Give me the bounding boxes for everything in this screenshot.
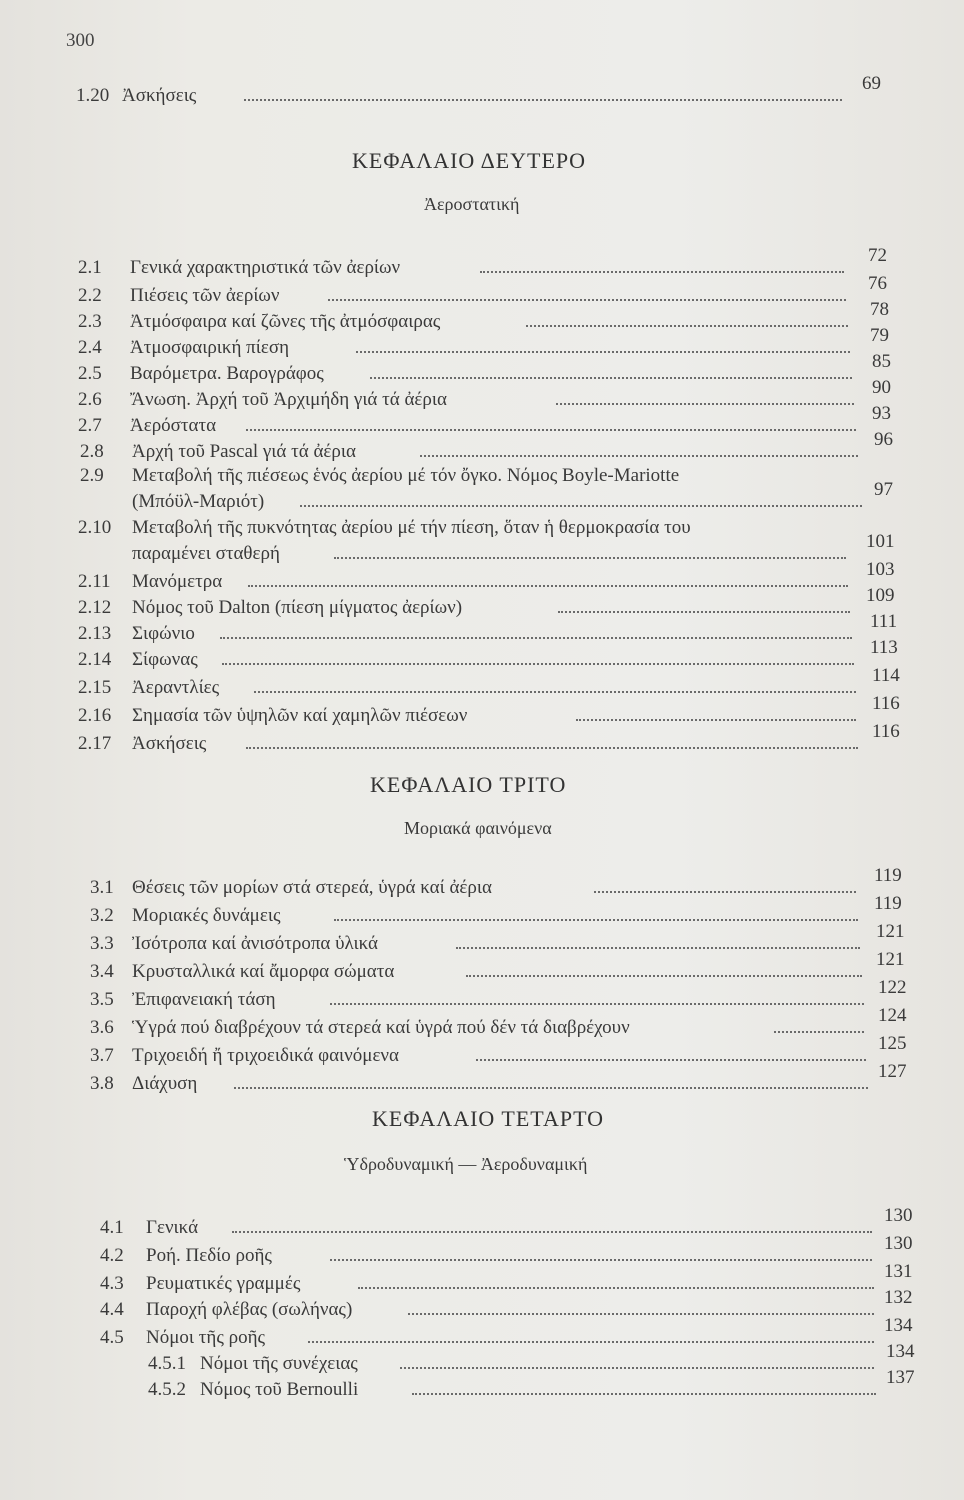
section-number: 1.20	[76, 85, 110, 106]
toc-entry[interactable]	[0, 325, 964, 360]
page-number: 300	[66, 30, 95, 51]
page-reference: 116	[872, 721, 900, 742]
toc-entry[interactable]	[0, 949, 964, 984]
section-title: Ἄνωση. Ἀρχή τοῦ Ἀρχιμήδη γιά τά ἀέρια	[130, 389, 447, 410]
section-number: 2.4	[78, 337, 102, 358]
dot-leader	[774, 1031, 864, 1033]
section-number: 3.7	[90, 1045, 114, 1066]
toc-entry[interactable]	[0, 721, 964, 756]
section-number: 3.6	[90, 1017, 114, 1038]
dot-leader	[244, 99, 842, 101]
page-reference: 119	[874, 893, 902, 914]
page-reference: 85	[872, 351, 891, 372]
toc-entry[interactable]	[0, 1341, 964, 1376]
dot-leader	[246, 429, 856, 431]
dot-leader	[576, 719, 856, 721]
section-number: 2.3	[78, 311, 102, 332]
toc-entry[interactable]	[0, 977, 964, 1012]
toc-entry[interactable]	[0, 1005, 964, 1040]
section-title: Σημασία τῶν ὑψηλῶν καί χαμηλῶν πιέσεων	[132, 705, 468, 726]
dot-leader	[254, 691, 856, 693]
chapter-subtitle: Ὑδροδυναμική — Ἀεροδυναμική	[344, 1154, 588, 1174]
toc-entry[interactable]	[0, 1315, 964, 1350]
section-title: Μανόμετρα	[132, 571, 223, 592]
page-reference: 137	[886, 1367, 915, 1388]
section-number: 2.15	[78, 677, 112, 698]
toc-entry[interactable]	[0, 665, 964, 700]
page-reference: 119	[874, 865, 902, 886]
section-number: 2.17	[78, 733, 112, 754]
section-title: Νόμοι τῆς συνέχειας	[200, 1353, 358, 1374]
toc-entry-continuation[interactable]	[0, 479, 964, 514]
section-number: 4.1	[100, 1217, 124, 1238]
toc-entry[interactable]	[0, 1233, 964, 1268]
dot-leader	[420, 455, 858, 457]
dot-leader	[456, 947, 860, 949]
page-reference: 134	[884, 1315, 913, 1336]
page-reference: 127	[878, 1061, 907, 1082]
dot-leader	[328, 299, 846, 301]
section-title: Διάχυση	[132, 1073, 198, 1094]
dot-leader	[334, 557, 846, 559]
section-title: Ἀσκήσεις	[122, 85, 197, 106]
dot-leader	[334, 919, 858, 921]
section-number: 2.8	[80, 441, 104, 462]
section-number: 2.14	[78, 649, 112, 670]
dot-leader	[232, 1231, 872, 1233]
page-reference: 121	[876, 921, 905, 942]
page-reference: 103	[866, 559, 895, 580]
section-title: Παροχή φλέβας (σωλήνας)	[146, 1299, 353, 1320]
dot-leader	[594, 891, 856, 893]
toc-entry[interactable]	[0, 73, 964, 108]
section-number: 2.12	[78, 597, 112, 618]
dot-leader	[556, 403, 854, 405]
section-title: Σίφωνας	[132, 649, 198, 670]
section-number: 4.4	[100, 1299, 124, 1320]
section-title: Ἀσκήσεις	[132, 733, 207, 754]
toc-entry[interactable]	[0, 865, 964, 900]
dot-leader	[308, 1341, 874, 1343]
section-number: 4.3	[100, 1273, 124, 1294]
dot-leader	[476, 1059, 866, 1061]
page-reference: 111	[870, 611, 898, 632]
page-reference: 122	[878, 977, 907, 998]
chapter-heading: ΚΕΦΑΛΑΙΟ ΤΡΙΤΟ	[370, 772, 567, 797]
section-number: 2.13	[78, 623, 112, 644]
section-number: 2.11	[78, 571, 111, 592]
section-title: Βαρόμετρα. Βαρογράφος	[130, 363, 324, 384]
toc-entry[interactable]	[0, 1287, 964, 1322]
toc-entry[interactable]	[0, 921, 964, 956]
section-title: Ἐπιφανειακή τάση	[132, 989, 276, 1010]
section-title: Γενικά	[146, 1217, 199, 1238]
section-title: Μοριακές δυνάμεις	[132, 905, 281, 926]
toc-entry[interactable]	[0, 351, 964, 386]
toc-entry[interactable]	[0, 1367, 964, 1402]
section-title: Μεταβολή τῆς πιέσεως ἑνός ἀερίου μέ τόν ὄγκο. Νόμος Boyle-Mariotte	[132, 465, 680, 486]
dot-leader	[358, 1287, 874, 1289]
page-reference: 76	[868, 273, 887, 294]
section-title: Τριχοειδή ἤ τριχοειδικά φαινόμενα	[132, 1045, 399, 1066]
page-reference: 97	[874, 479, 893, 500]
page-reference: 124	[878, 1005, 907, 1026]
toc-entry[interactable]	[0, 516, 964, 540]
toc-entry[interactable]	[0, 245, 964, 280]
page-reference: 116	[872, 693, 900, 714]
toc-entry[interactable]	[0, 611, 964, 646]
toc-entry[interactable]	[0, 585, 964, 620]
page-reference: 96	[874, 429, 893, 450]
chapter-heading: ΚΕΦΑΛΑΙΟ ΤΕΤΑΡΤΟ	[372, 1106, 605, 1131]
section-title-continuation: παραμένει σταθερή	[132, 543, 280, 564]
toc-entry[interactable]	[0, 893, 964, 928]
section-number: 2.2	[78, 285, 102, 306]
page-reference: 79	[870, 325, 889, 346]
toc-entry[interactable]	[0, 273, 964, 308]
toc-entry[interactable]	[0, 403, 964, 438]
section-number: 2.10	[78, 517, 112, 538]
section-title: Γενικά χαρακτηριστικά τῶν ἀερίων	[130, 257, 401, 278]
section-title: Ἰσότροπα καί ἀνισότροπα ὑλικά	[132, 933, 378, 954]
section-title: Ἀρχή τοῦ Pascal γιά τά ἀέρια	[132, 441, 356, 462]
section-title: Θέσεις τῶν μορίων στά στερεά, ὑγρά καί ἀέρια	[132, 877, 492, 898]
section-title: Νόμοι τῆς ροῆς	[146, 1327, 266, 1348]
section-title: Μεταβολή τῆς πυκνότητας ἀερίου μέ τήν πίεση, ὅταν ἡ θερμοκρασία του	[132, 517, 691, 538]
section-title: Πιέσεις τῶν ἀερίων	[130, 285, 280, 306]
page-reference: 109	[866, 585, 895, 606]
page-reference: 113	[870, 637, 898, 658]
section-number: 4.5.2	[148, 1379, 186, 1400]
page-reference: 72	[868, 245, 887, 266]
section-title: Νόμος τοῦ Bernoulli	[200, 1379, 359, 1400]
page-reference: 90	[872, 377, 891, 398]
section-title: Ἀερόστατα	[130, 415, 217, 436]
section-title: Ὑγρά πού διαβρέχουν τά στερεά καί ὑγρά πού δέν τά διαβρέχουν	[132, 1017, 630, 1038]
dot-leader	[526, 325, 848, 327]
page-reference: 131	[884, 1261, 913, 1282]
section-title: Κρυσταλλικά καί ἄμορφα σώματα	[132, 961, 395, 982]
dot-leader	[246, 747, 858, 749]
section-number: 3.5	[90, 989, 114, 1010]
section-number: 4.5.1	[148, 1353, 186, 1374]
toc-entry[interactable]	[0, 559, 964, 594]
page-reference: 134	[886, 1341, 915, 1362]
dot-leader	[558, 611, 850, 613]
section-number: 3.2	[90, 905, 114, 926]
section-title: Ἀτμόσφαιρα καί ζῶνες τῆς ἀτμόσφαιρας	[130, 311, 441, 332]
page-reference: 132	[884, 1287, 913, 1308]
dot-leader	[408, 1313, 874, 1315]
chapter-subtitle: Ἀεροστατική	[424, 194, 520, 214]
section-title: Νόμος τοῦ Dalton (πίεση μίγματος ἀερίων)	[132, 597, 463, 618]
toc-entry[interactable]	[0, 1205, 964, 1240]
section-number: 4.2	[100, 1245, 124, 1266]
dot-leader	[400, 1367, 874, 1369]
toc-entry[interactable]	[0, 693, 964, 728]
page-reference: 125	[878, 1033, 907, 1054]
toc-entry[interactable]	[0, 429, 964, 464]
section-title-continuation: (Μπόϋλ-Μαριότ)	[132, 491, 265, 512]
page-reference: 101	[866, 531, 895, 552]
section-number: 2.5	[78, 363, 102, 384]
dot-leader	[466, 975, 862, 977]
section-number: 3.4	[90, 961, 114, 982]
section-number: 3.1	[90, 877, 114, 898]
section-title: Σιφώνιο	[132, 623, 195, 644]
dot-leader	[330, 1003, 864, 1005]
section-title: Ἀεραντλίες	[132, 677, 220, 698]
toc-entry[interactable]	[0, 637, 964, 672]
dot-leader	[480, 271, 844, 273]
toc-entry[interactable]	[0, 1061, 964, 1096]
dot-leader	[300, 505, 862, 507]
page-reference: 130	[884, 1205, 913, 1226]
section-number: 2.1	[78, 257, 102, 278]
section-title: Ρευματικές γραμμές	[146, 1273, 301, 1294]
section-number: 3.8	[90, 1073, 114, 1094]
toc-entry-continuation[interactable]	[0, 531, 964, 566]
chapter-subtitle: Μοριακά φαινόμενα	[404, 818, 552, 838]
section-number: 2.9	[80, 465, 104, 486]
dot-leader	[356, 351, 850, 353]
dot-leader	[220, 637, 852, 639]
page-reference: 130	[884, 1233, 913, 1254]
dot-leader	[248, 585, 848, 587]
dot-leader	[370, 377, 852, 379]
section-title: Ἀτμοσφαιρική πίεση	[130, 337, 290, 358]
page-reference: 121	[876, 949, 905, 970]
section-number: 3.3	[90, 933, 114, 954]
toc-entry[interactable]	[0, 464, 964, 488]
dot-leader	[222, 663, 854, 665]
page-reference: 93	[872, 403, 891, 424]
dot-leader	[330, 1259, 872, 1261]
section-number: 2.16	[78, 705, 112, 726]
dot-leader	[412, 1393, 876, 1395]
page-reference: 69	[862, 73, 881, 94]
section-title: Ροή. Πεδίο ροῆς	[146, 1245, 272, 1266]
toc-entry[interactable]	[0, 1261, 964, 1296]
section-number: 2.6	[78, 389, 102, 410]
chapter-heading: ΚΕΦΑΛΑΙΟ ΔΕΥΤΕΡΟ	[352, 148, 587, 173]
section-number: 2.7	[78, 415, 102, 436]
dot-leader	[234, 1087, 868, 1089]
page-reference: 78	[870, 299, 889, 320]
toc-entry[interactable]	[0, 299, 964, 334]
section-number: 4.5	[100, 1327, 124, 1348]
toc-entry[interactable]	[0, 377, 964, 412]
page-reference: 114	[872, 665, 900, 686]
toc-entry[interactable]	[0, 1033, 964, 1068]
